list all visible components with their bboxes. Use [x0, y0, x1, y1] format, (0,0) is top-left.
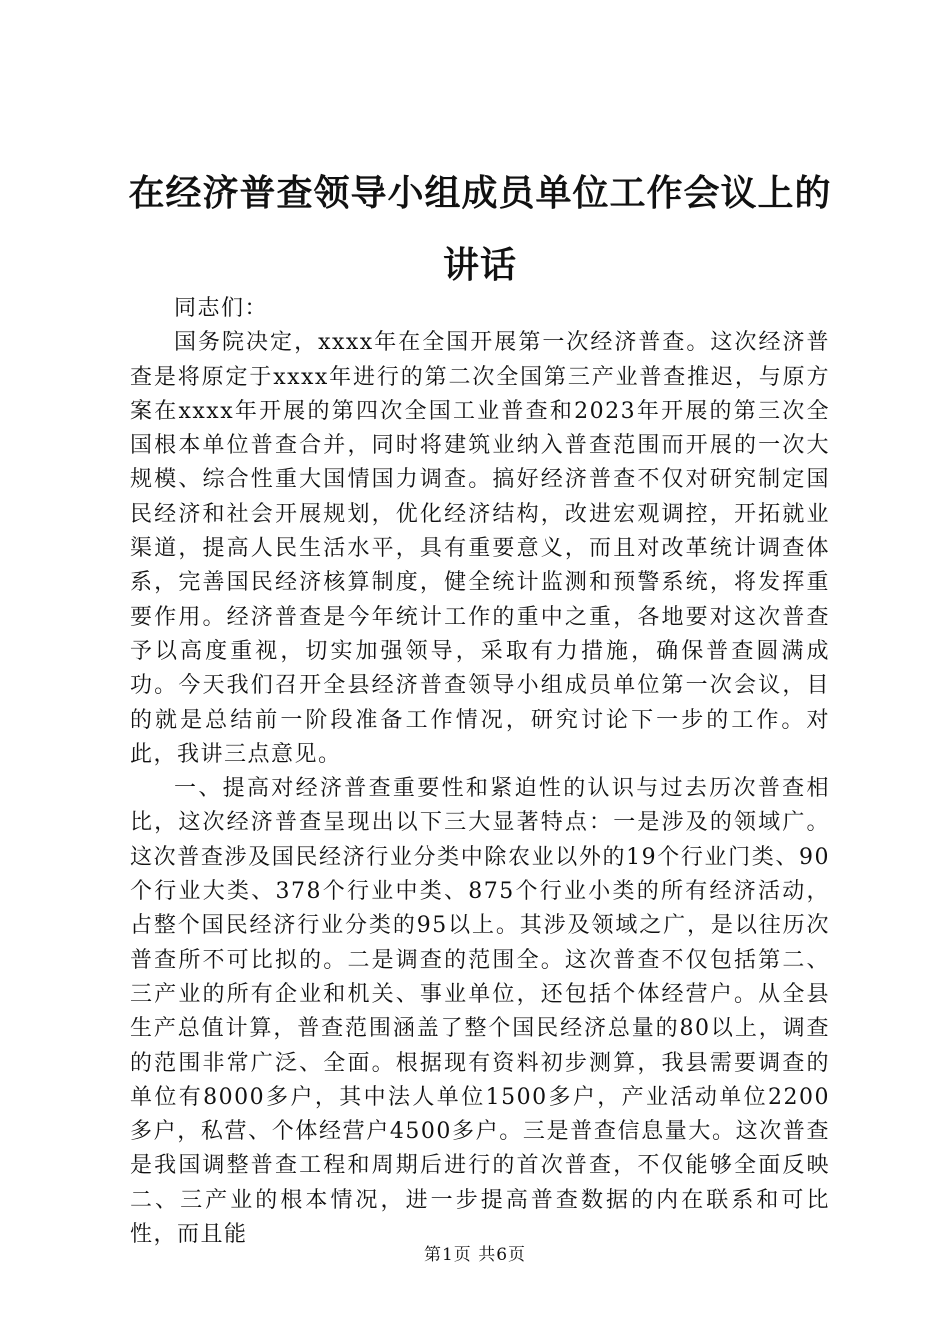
page-footer: 第1页 共6页 [423, 1245, 527, 1265]
salutation-paragraph: 同志们： [174, 296, 269, 321]
document-title: 在经济普查领导小组成员单位工作会议上的讲话 [128, 173, 832, 286]
section-one-paragraph: 一、提高对经济普查重要性和紧迫性的认识与过去历次普查相比，这次经济普查呈现出以下三大显著特点：一是涉及的领域广。这次普查涉及国民经济行业分类中除农业以外的19个行业门类、90个行业大类、378个行业中类、875个行业小类的所有经济活动，占整个国民经济行业分类的95以上。其涉及领域之广，是以往历次普查所不可比拟的。二是调查的范围全。这次普查不仅包括第二、三产业的所有企业和机关、事业单位，还包括个体经营户。从全县生产总值计算，普查范围涵盖了整个国民经济总量的80以上，调查的范围非常广泛、全面。根据现有资料初步测算，我县需要调查的单位有8000多户，其中法人单位1500多户，产业活动单位2200多户，私营、个体经营户4500多户。三是普查信息量大。这次普查是我国调整普查工程和周期后进行的首次普查，不仅能够全面反映二、三产业的根本情况，进一步提高普查数据的内在联系和可比性，而且能 [130, 776, 830, 1248]
document-body [130, 292, 830, 1252]
intro-paragraph: 国务院决定，xxxx年在全国开展第一次经济普查。这次经济普查是将原定于xxxx年进行的第二次全国第三产业普查推迟，与原方案在xxxx年开展的第四次全国工业普查和2023年开展的第三次全国根本单位普查合并，同时将建筑业纳入普查范围而开展的一次大规模、综合性重大国情国力调查。搞好经济普查不仅对研究制定国民经济和社会开展规划，优化经济结构，改进宏观调控，开拓就业渠道，提高人民生活水平，具有重要意义，而且对改革统计调查体系，完善国民经济核算制度，健全统计监测和预警系统，将发挥重要作用。经济普查是今年统计工作的重中之重，各地要对这次普查予以高度重视，切实加强领导，采取有力措施，确保普查圆满成功。今天我们召开全县经济普查领导小组成员单位第一次会议，目的就是总结前一阶段准备工作情况，研究讨论下一步的工作。对此，我讲三点意见。 [130, 330, 830, 767]
